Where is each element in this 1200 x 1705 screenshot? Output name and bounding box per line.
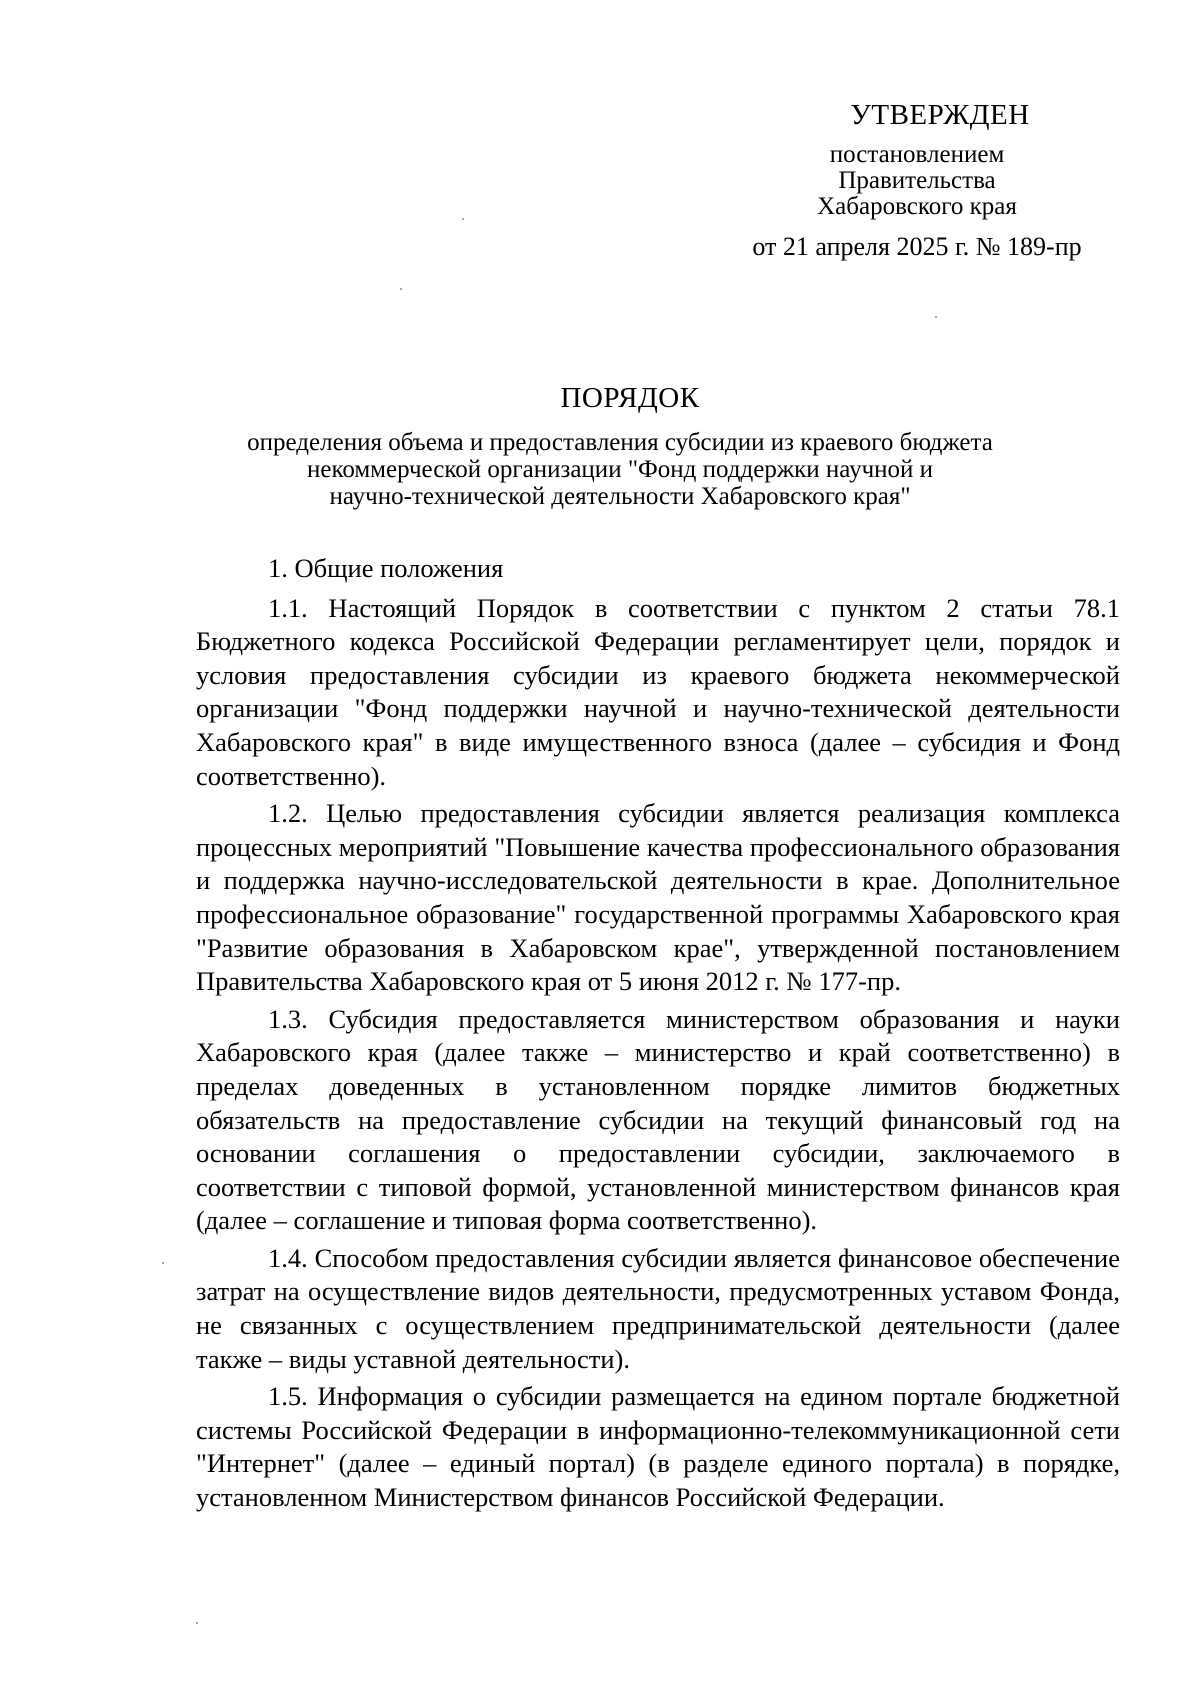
paragraph-1-2: 1.2. Целью предоставления субсидии является реализация комплекса процессных мероприятий "Повышение качества профессионального образования и поддержка научно-исследовательской деятельности в крае. Дополнительное профессиональное образование" государственной программы Хабаровского края "Развитие образования в Хабаровском крае", утвержденной постановлением Правительства Хабаровского края от 5 июня 2012 г. № 177-пр. bbox=[196, 798, 1120, 997]
approval-stamp: УТВЕРЖДЕН bbox=[850, 99, 1030, 131]
paragraph-1-3: 1.3. Субсидия предоставляется министерством образования и науки Хабаровского края (далее также – министерство и край соответственно) в пределах доведенных в установленном порядке лимитов бюджетных обязательств на предоставление субсидии на текущий финансовый год на основании соглашения о предоставлении субсидии, заключаемого в соответствии с типовой формой, установленной министерством финансов края (далее – соглашение и типовая форма соответственно). bbox=[196, 1003, 1120, 1236]
paragraph-1-1: 1.1. Настоящий Порядок в соответствии с пунктом 2 статьи 78.1 Бюджетного кодекса Российской Федерации регламентирует цели, порядок и условия предоставления субсидии из краевого бюджета некоммерческой организации "Фонд поддержки научной и научно-технической деятельности Хабаровского края" в виде имущественного взноса (далее – субсидия и Фонд соответственно). bbox=[196, 592, 1120, 791]
section-heading: 1. Общие положения bbox=[268, 553, 504, 583]
scan-speck bbox=[196, 1622, 198, 1624]
document-title-block bbox=[0, 382, 1200, 510]
approval-date: от 21 апреля 2025 г. № 189-пр bbox=[752, 232, 1082, 261]
document-subtitle-line-3: научно-технической деятельности Хабаровского края" bbox=[329, 483, 911, 510]
document-subtitle-line-2: некоммерческой организации "Фонд поддержки научной и bbox=[306, 456, 934, 483]
approval-line-1: постановлением bbox=[829, 141, 1005, 168]
approval-line-2: Правительства bbox=[838, 167, 996, 194]
paragraph-1-5: 1.5. Информация о субсидии размещается на едином портале бюджетной системы Российской Федерации в информационно-телекоммуникационной сети "Интернет" (далее – единый портал) (в разделе единого портала) в порядке, установленном Министерством финансов Российской Федерации. bbox=[196, 1381, 1120, 1513]
scan-speck bbox=[462, 218, 464, 220]
approval-stamp-block bbox=[752, 99, 1082, 261]
scan-speck bbox=[400, 288, 402, 290]
scan-speck bbox=[162, 1262, 164, 1264]
approval-line-3: Хабаровского края bbox=[817, 193, 1017, 220]
paragraph-1-4: 1.4. Способом предоставления субсидии является финансовое обеспечение затрат на осуществление видов деятельности, предусмотренных уставом Фонда, не связанных с осуществлением предпринимательской деятельности (далее также – виды уставной деятельности). bbox=[196, 1242, 1120, 1374]
document-body bbox=[196, 552, 1120, 1519]
scan-speck bbox=[935, 316, 937, 318]
document-subtitle-line-1: определения объема и предоставления субсидии из краевого бюджета bbox=[247, 429, 993, 456]
document-title: ПОРЯДОК bbox=[560, 382, 700, 414]
